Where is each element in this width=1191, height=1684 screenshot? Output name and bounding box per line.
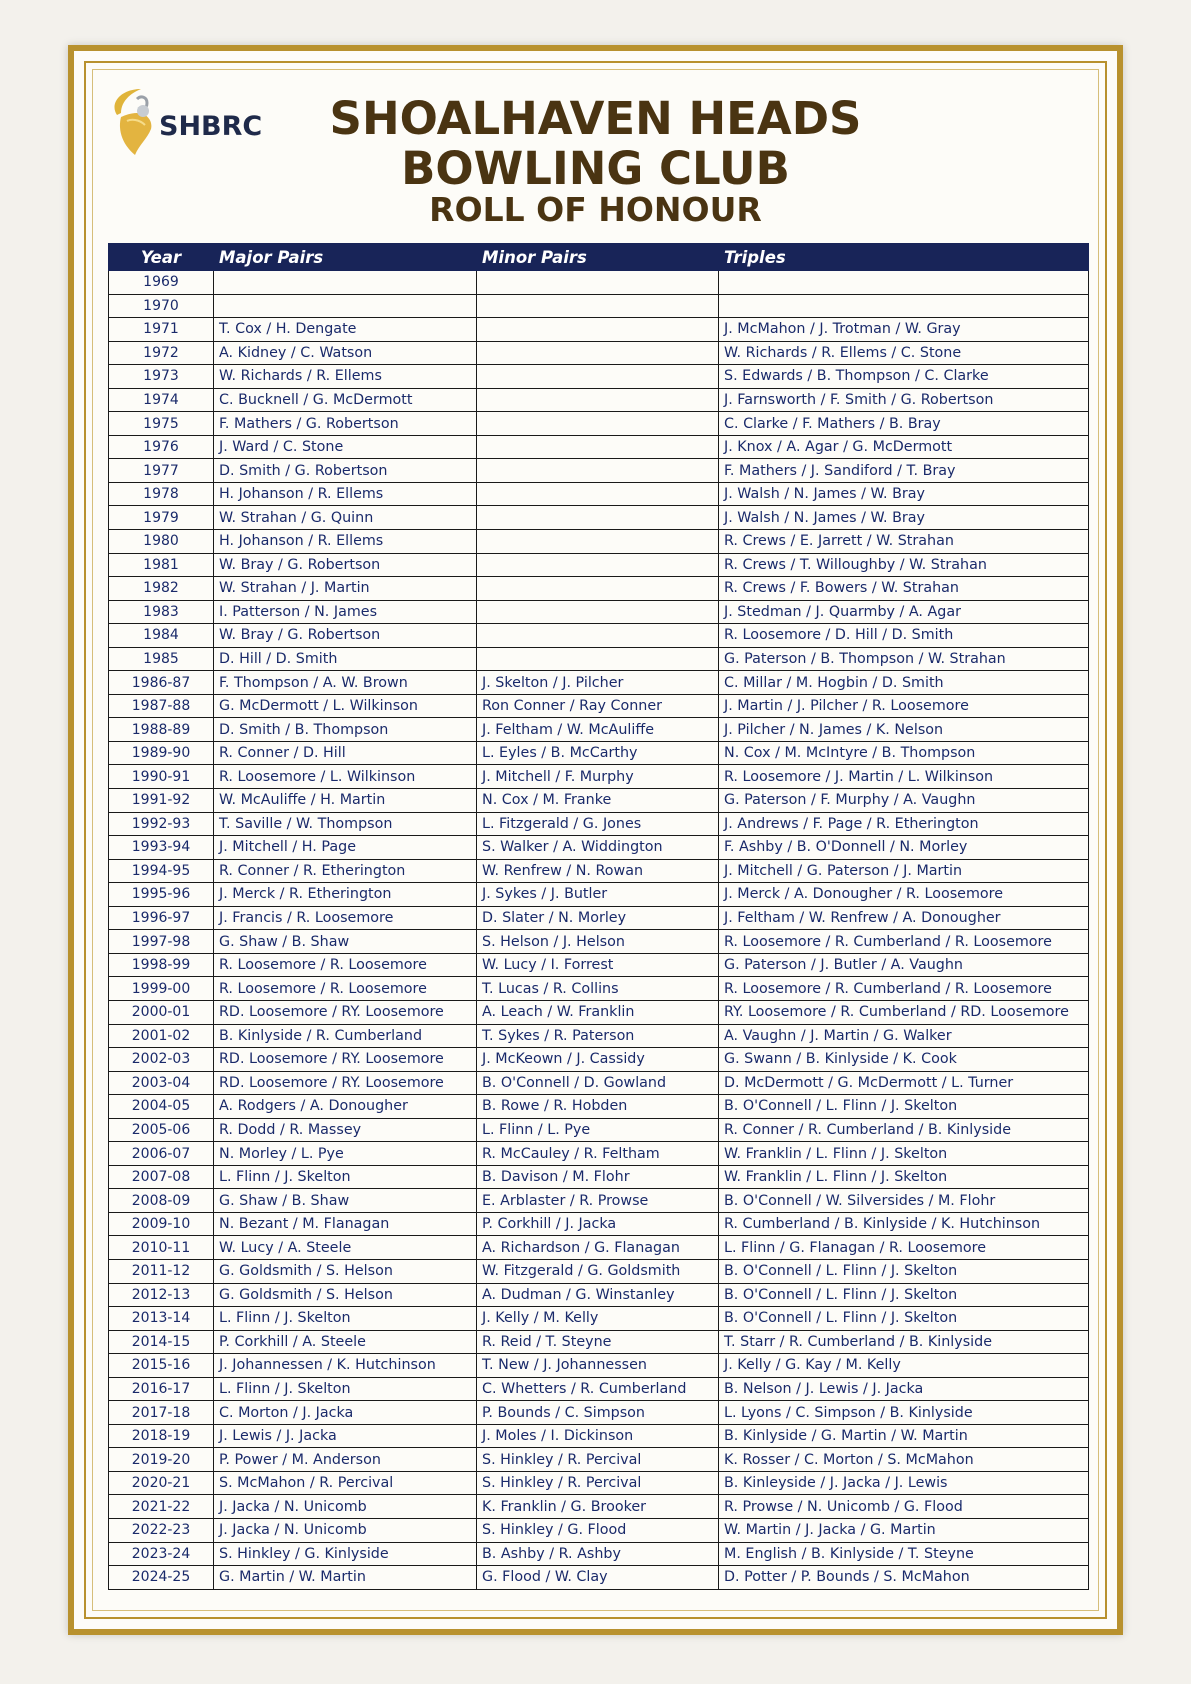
major-pairs-cell: D. Smith / G. Robertson [214,459,477,483]
triples-cell: W. Franklin / L. Flinn / J. Skelton [719,1165,1089,1189]
major-pairs-cell [214,294,477,318]
triples-cell: R. Conner / R. Cumberland / B. Kinlyside [719,1118,1089,1142]
header-triples: Triples [719,244,1089,271]
header-year: Year [109,244,214,271]
year-cell: 1993-94 [109,836,214,860]
major-pairs-cell: A. Rodgers / A. Donougher [214,1095,477,1119]
triples-cell: B. O'Connell / L. Flinn / J. Skelton [719,1307,1089,1331]
year-cell: 2007-08 [109,1165,214,1189]
major-pairs-cell: W. Bray / G. Robertson [214,553,477,577]
major-pairs-cell: W. McAuliffe / H. Martin [214,789,477,813]
year-cell: 1981 [109,553,214,577]
minor-pairs-cell: L. Eyles / B. McCarthy [477,741,719,765]
triples-cell: J. Andrews / F. Page / R. Etherington [719,812,1089,836]
table-row [109,671,1089,695]
table-row [109,1518,1089,1542]
year-cell: 1996-97 [109,906,214,930]
table-row [109,718,1089,742]
major-pairs-cell: R. Loosemore / R. Loosemore [214,953,477,977]
triples-cell: K. Rosser / C. Morton / S. McMahon [719,1448,1089,1472]
triples-cell: L. Flinn / G. Flanagan / R. Loosemore [719,1236,1089,1260]
minor-pairs-cell [477,271,719,295]
minor-pairs-cell: B. Ashby / R. Ashby [477,1542,719,1566]
major-pairs-cell: F. Thompson / A. W. Brown [214,671,477,695]
major-pairs-cell: R. Conner / D. Hill [214,741,477,765]
minor-pairs-cell: B. Rowe / R. Hobden [477,1095,719,1119]
table-row [109,859,1089,883]
table-row [109,1283,1089,1307]
major-pairs-cell: P. Corkhill / A. Steele [214,1330,477,1354]
club-name-line2: BOWLING CLUB [401,142,790,195]
table-row [109,530,1089,554]
year-cell: 2005-06 [109,1118,214,1142]
major-pairs-cell: N. Morley / L. Pye [214,1142,477,1166]
major-pairs-cell: S. McMahon / R. Percival [214,1471,477,1495]
table-row [109,1024,1089,1048]
year-cell: 1999-00 [109,977,214,1001]
minor-pairs-cell [477,530,719,554]
year-cell: 2024-25 [109,1566,214,1590]
triples-cell: B. O'Connell / L. Flinn / J. Skelton [719,1259,1089,1283]
table-row [109,1354,1089,1378]
table-row [109,341,1089,365]
major-pairs-cell: W. Richards / R. Ellems [214,365,477,389]
table-row [109,365,1089,389]
triples-cell: W. Richards / R. Ellems / C. Stone [719,341,1089,365]
minor-pairs-cell: A. Leach / W. Franklin [477,1000,719,1024]
major-pairs-cell: L. Flinn / J. Skelton [214,1165,477,1189]
year-cell: 1972 [109,341,214,365]
table-row [109,624,1089,648]
major-pairs-cell: G. Goldsmith / S. Helson [214,1283,477,1307]
triples-cell: R. Crews / F. Bowers / W. Strahan [719,577,1089,601]
triples-cell: A. Vaughn / J. Martin / G. Walker [719,1024,1089,1048]
year-cell: 1988-89 [109,718,214,742]
triples-cell: J. Feltham / W. Renfrew / A. Donougher [719,906,1089,930]
table-row [109,1330,1089,1354]
major-pairs-cell: J. Ward / C. Stone [214,435,477,459]
table-row [109,1448,1089,1472]
table-row [109,1236,1089,1260]
triples-cell: B. Nelson / J. Lewis / J. Jacka [719,1377,1089,1401]
triples-cell: F. Ashby / B. O'Donnell / N. Morley [719,836,1089,860]
minor-pairs-cell [477,435,719,459]
table-row [109,812,1089,836]
minor-pairs-cell: J. McKeown / J. Cassidy [477,1048,719,1072]
year-cell: 1989-90 [109,741,214,765]
major-pairs-cell: B. Kinlyside / R. Cumberland [214,1024,477,1048]
table-row [109,482,1089,506]
table-row [109,789,1089,813]
major-pairs-cell: J. Lewis / J. Jacka [214,1424,477,1448]
table-row [109,1189,1089,1213]
table-row [109,1542,1089,1566]
triples-cell: B. O'Connell / L. Flinn / J. Skelton [719,1283,1089,1307]
roll-of-honour-table [108,243,1089,1590]
year-cell: 1983 [109,600,214,624]
year-cell: 2017-18 [109,1401,214,1425]
minor-pairs-cell: J. Skelton / J. Pilcher [477,671,719,695]
year-cell: 1971 [109,318,214,342]
minor-pairs-cell: B. O'Connell / D. Gowland [477,1071,719,1095]
major-pairs-cell: T. Saville / W. Thompson [214,812,477,836]
minor-pairs-cell: T. Sykes / R. Paterson [477,1024,719,1048]
table-row [109,1566,1089,1590]
major-pairs-cell: R. Loosemore / L. Wilkinson [214,765,477,789]
triples-cell: R. Loosemore / R. Cumberland / R. Loosemore [719,930,1089,954]
triples-cell: B. Kinlyside / G. Martin / W. Martin [719,1424,1089,1448]
table-row [109,1142,1089,1166]
year-cell: 1995-96 [109,883,214,907]
year-cell: 2009-10 [109,1212,214,1236]
logo-text: SHBRC [159,111,263,142]
year-cell: 1990-91 [109,765,214,789]
triples-cell: J. Stedman / J. Quarmby / A. Agar [719,600,1089,624]
table-row [109,1048,1089,1072]
major-pairs-cell: I. Patterson / N. James [214,600,477,624]
year-cell: 2006-07 [109,1142,214,1166]
minor-pairs-cell [477,459,719,483]
minor-pairs-cell: T. New / J. Johannessen [477,1354,719,1378]
table-row [109,694,1089,718]
table-row [109,1401,1089,1425]
major-pairs-cell: J. Merck / R. Etherington [214,883,477,907]
major-pairs-cell: A. Kidney / C. Watson [214,341,477,365]
year-cell: 1987-88 [109,694,214,718]
triples-cell: G. Swann / B. Kinlyside / K. Cook [719,1048,1089,1072]
table-row [109,459,1089,483]
table-row [109,741,1089,765]
club-name-line1: SHOALHAVEN HEADS [329,92,862,145]
minor-pairs-cell: C. Whetters / R. Cumberland [477,1377,719,1401]
triples-cell: R. Cumberland / B. Kinlyside / K. Hutchinson [719,1212,1089,1236]
triples-cell: G. Paterson / F. Murphy / A. Vaughn [719,789,1089,813]
major-pairs-cell: J. Jacka / N. Unicomb [214,1495,477,1519]
table-row [109,647,1089,671]
minor-pairs-cell: J. Kelly / M. Kelly [477,1307,719,1331]
minor-pairs-cell: S. Helson / J. Helson [477,930,719,954]
table-row [109,600,1089,624]
minor-pairs-cell: S. Hinkley / R. Percival [477,1448,719,1472]
minor-pairs-cell [477,341,719,365]
major-pairs-cell: S. Hinkley / G. Kinlyside [214,1542,477,1566]
table-row [109,1424,1089,1448]
year-cell: 2002-03 [109,1048,214,1072]
major-pairs-cell: G. McDermott / L. Wilkinson [214,694,477,718]
table-row [109,388,1089,412]
table-row [109,271,1089,295]
triples-cell: R. Prowse / N. Unicomb / G. Flood [719,1495,1089,1519]
year-cell: 2014-15 [109,1330,214,1354]
minor-pairs-cell: R. McCauley / R. Feltham [477,1142,719,1166]
minor-pairs-cell: J. Mitchell / F. Murphy [477,765,719,789]
minor-pairs-cell [477,365,719,389]
major-pairs-cell: W. Strahan / G. Quinn [214,506,477,530]
major-pairs-cell: D. Hill / D. Smith [214,647,477,671]
minor-pairs-cell: J. Feltham / W. McAuliffe [477,718,719,742]
minor-pairs-cell: A. Richardson / G. Flanagan [477,1236,719,1260]
triples-cell: J. Farnsworth / F. Smith / G. Robertson [719,388,1089,412]
year-cell: 2004-05 [109,1095,214,1119]
year-cell: 1980 [109,530,214,554]
table-row [109,1095,1089,1119]
triples-cell: C. Clarke / F. Mathers / B. Bray [719,412,1089,436]
year-cell: 1997-98 [109,930,214,954]
table-row [109,1377,1089,1401]
table-row [109,577,1089,601]
major-pairs-cell: RD. Loosemore / RY. Loosemore [214,1000,477,1024]
triples-cell: N. Cox / M. McIntyre / B. Thompson [719,741,1089,765]
table-row [109,506,1089,530]
table-row [109,553,1089,577]
major-pairs-cell: T. Cox / H. Dengate [214,318,477,342]
year-cell: 1969 [109,271,214,295]
triples-cell: R. Loosemore / R. Cumberland / R. Loosemore [719,977,1089,1001]
triples-cell: J. Walsh / N. James / W. Bray [719,482,1089,506]
year-cell: 2019-20 [109,1448,214,1472]
minor-pairs-cell: K. Franklin / G. Brooker [477,1495,719,1519]
year-cell: 2003-04 [109,1071,214,1095]
minor-pairs-cell: T. Lucas / R. Collins [477,977,719,1001]
year-cell: 2008-09 [109,1189,214,1213]
minor-pairs-cell: S. Hinkley / G. Flood [477,1518,719,1542]
triples-cell [719,271,1089,295]
year-cell: 2015-16 [109,1354,214,1378]
year-cell: 2018-19 [109,1424,214,1448]
minor-pairs-cell: P. Corkhill / J. Jacka [477,1212,719,1236]
table-row [109,953,1089,977]
minor-pairs-cell: W. Lucy / I. Forrest [477,953,719,977]
table-row [109,836,1089,860]
year-cell: 1992-93 [109,812,214,836]
triples-cell: M. English / B. Kinlyside / T. Steyne [719,1542,1089,1566]
major-pairs-cell: RD. Loosemore / RY. Loosemore [214,1048,477,1072]
table-row [109,1471,1089,1495]
table-row [109,435,1089,459]
triples-cell: T. Starr / R. Cumberland / B. Kinlyside [719,1330,1089,1354]
triples-cell: J. Knox / A. Agar / G. McDermott [719,435,1089,459]
triples-cell: RY. Loosemore / R. Cumberland / RD. Loosemore [719,1000,1089,1024]
table-row [109,1307,1089,1331]
triples-cell: D. McDermott / G. McDermott / L. Turner [719,1071,1089,1095]
minor-pairs-cell [477,624,719,648]
major-pairs-cell: C. Bucknell / G. McDermott [214,388,477,412]
triples-cell: R. Crews / E. Jarrett / W. Strahan [719,530,1089,554]
table-row [109,1071,1089,1095]
triples-cell: B. O'Connell / L. Flinn / J. Skelton [719,1095,1089,1119]
triples-cell: B. O'Connell / W. Silversides / M. Flohr [719,1189,1089,1213]
triples-cell: G. Paterson / J. Butler / A. Vaughn [719,953,1089,977]
major-pairs-cell: J. Mitchell / H. Page [214,836,477,860]
minor-pairs-cell: W. Fitzgerald / G. Goldsmith [477,1259,719,1283]
table-row [109,294,1089,318]
triples-cell: J. Merck / A. Donougher / R. Loosemore [719,883,1089,907]
triples-cell: W. Martin / J. Jacka / G. Martin [719,1518,1089,1542]
table-row [109,1000,1089,1024]
major-pairs-cell: P. Power / M. Anderson [214,1448,477,1472]
major-pairs-cell: G. Shaw / B. Shaw [214,1189,477,1213]
table-row [109,930,1089,954]
minor-pairs-cell: G. Flood / W. Clay [477,1566,719,1590]
year-cell: 1976 [109,435,214,459]
minor-pairs-cell: S. Walker / A. Widdington [477,836,719,860]
major-pairs-cell [214,271,477,295]
table-row [109,1259,1089,1283]
major-pairs-cell: G. Goldsmith / S. Helson [214,1259,477,1283]
minor-pairs-cell: P. Bounds / C. Simpson [477,1401,719,1425]
year-cell: 2023-24 [109,1542,214,1566]
triples-cell: R. Crews / T. Willoughby / W. Strahan [719,553,1089,577]
triples-cell: S. Edwards / B. Thompson / C. Clarke [719,365,1089,389]
major-pairs-cell: RD. Loosemore / RY. Loosemore [214,1071,477,1095]
year-cell: 2001-02 [109,1024,214,1048]
triples-cell: R. Loosemore / J. Martin / L. Wilkinson [719,765,1089,789]
minor-pairs-cell [477,577,719,601]
year-cell: 1970 [109,294,214,318]
major-pairs-cell: J. Jacka / N. Unicomb [214,1518,477,1542]
year-cell: 1994-95 [109,859,214,883]
table-row [109,412,1089,436]
year-cell: 1982 [109,577,214,601]
triples-cell: D. Potter / P. Bounds / S. McMahon [719,1566,1089,1590]
triples-cell: R. Loosemore / D. Hill / D. Smith [719,624,1089,648]
major-pairs-cell: L. Flinn / J. Skelton [214,1307,477,1331]
major-pairs-cell: G. Shaw / B. Shaw [214,930,477,954]
year-cell: 1974 [109,388,214,412]
year-cell: 2013-14 [109,1307,214,1331]
year-cell: 2021-22 [109,1495,214,1519]
major-pairs-cell: J. Francis / R. Loosemore [214,906,477,930]
year-cell: 2000-01 [109,1000,214,1024]
year-cell: 1973 [109,365,214,389]
header-minor-pairs: Minor Pairs [477,244,719,271]
year-cell: 1986-87 [109,671,214,695]
major-pairs-cell: D. Smith / B. Thompson [214,718,477,742]
triples-cell: G. Paterson / B. Thompson / W. Strahan [719,647,1089,671]
minor-pairs-cell: N. Cox / M. Franke [477,789,719,813]
minor-pairs-cell: J. Moles / I. Dickinson [477,1424,719,1448]
major-pairs-cell: L. Flinn / J. Skelton [214,1377,477,1401]
year-cell: 1978 [109,482,214,506]
minor-pairs-cell: Ron Conner / Ray Conner [477,694,719,718]
minor-pairs-cell [477,482,719,506]
major-pairs-cell: J. Johannessen / K. Hutchinson [214,1354,477,1378]
major-pairs-cell: W. Lucy / A. Steele [214,1236,477,1260]
triples-cell: J. Martin / J. Pilcher / R. Loosemore [719,694,1089,718]
minor-pairs-cell: D. Slater / N. Morley [477,906,719,930]
year-cell: 2011-12 [109,1259,214,1283]
year-cell: 1977 [109,459,214,483]
year-cell: 2022-23 [109,1518,214,1542]
year-cell: 2016-17 [109,1377,214,1401]
year-cell: 1984 [109,624,214,648]
minor-pairs-cell [477,506,719,530]
minor-pairs-cell: E. Arblaster / R. Prowse [477,1189,719,1213]
table-row [109,1495,1089,1519]
minor-pairs-cell [477,412,719,436]
minor-pairs-cell [477,294,719,318]
major-pairs-cell: C. Morton / J. Jacka [214,1401,477,1425]
major-pairs-cell: R. Loosemore / R. Loosemore [214,977,477,1001]
major-pairs-cell: G. Martin / W. Martin [214,1566,477,1590]
year-cell: 2012-13 [109,1283,214,1307]
triples-cell: B. Kinleyside / J. Jacka / J. Lewis [719,1471,1089,1495]
major-pairs-cell: W. Strahan / J. Martin [214,577,477,601]
minor-pairs-cell: R. Reid / T. Steyne [477,1330,719,1354]
minor-pairs-cell: L. Flinn / L. Pye [477,1118,719,1142]
minor-pairs-cell [477,388,719,412]
table-row [109,1165,1089,1189]
table-row [109,318,1089,342]
minor-pairs-cell [477,553,719,577]
minor-pairs-cell: W. Renfrew / N. Rowan [477,859,719,883]
major-pairs-cell: H. Johanson / R. Ellems [214,482,477,506]
table-row [109,906,1089,930]
header-major-pairs: Major Pairs [214,244,477,271]
minor-pairs-cell: J. Sykes / J. Butler [477,883,719,907]
major-pairs-cell: R. Conner / R. Etherington [214,859,477,883]
triples-cell: J. McMahon / J. Trotman / W. Gray [719,318,1089,342]
year-cell: 1985 [109,647,214,671]
triples-cell: J. Mitchell / G. Paterson / J. Martin [719,859,1089,883]
table-body [109,271,1089,1590]
major-pairs-cell: F. Mathers / G. Robertson [214,412,477,436]
triples-cell: J. Kelly / G. Kay / M. Kelly [719,1354,1089,1378]
year-cell: 1998-99 [109,953,214,977]
year-cell: 2020-21 [109,1471,214,1495]
major-pairs-cell: H. Johanson / R. Ellems [214,530,477,554]
minor-pairs-cell: A. Dudman / G. Winstanley [477,1283,719,1307]
minor-pairs-cell [477,318,719,342]
table-row [109,1118,1089,1142]
triples-cell: J. Pilcher / N. James / K. Nelson [719,718,1089,742]
triples-cell: C. Millar / M. Hogbin / D. Smith [719,671,1089,695]
year-cell: 1991-92 [109,789,214,813]
table-row [109,977,1089,1001]
table-row [109,765,1089,789]
triples-cell: L. Lyons / C. Simpson / B. Kinlyside [719,1401,1089,1425]
table-row [109,883,1089,907]
major-pairs-cell: W. Bray / G. Robertson [214,624,477,648]
triples-cell: J. Walsh / N. James / W. Bray [719,506,1089,530]
year-cell: 1979 [109,506,214,530]
triples-cell [719,294,1089,318]
minor-pairs-cell: S. Hinkley / R. Percival [477,1471,719,1495]
roll-of-honour-title: ROLL OF HONOUR [429,190,762,229]
year-cell: 1975 [109,412,214,436]
table-row [109,1212,1089,1236]
minor-pairs-cell [477,600,719,624]
year-cell: 2010-11 [109,1236,214,1260]
table-header-row [109,244,1089,271]
triples-cell: F. Mathers / J. Sandiford / T. Bray [719,459,1089,483]
triples-cell: W. Franklin / L. Flinn / J. Skelton [719,1142,1089,1166]
minor-pairs-cell: B. Davison / M. Flohr [477,1165,719,1189]
minor-pairs-cell: L. Fitzgerald / G. Jones [477,812,719,836]
minor-pairs-cell [477,647,719,671]
major-pairs-cell: N. Bezant / M. Flanagan [214,1212,477,1236]
major-pairs-cell: R. Dodd / R. Massey [214,1118,477,1142]
